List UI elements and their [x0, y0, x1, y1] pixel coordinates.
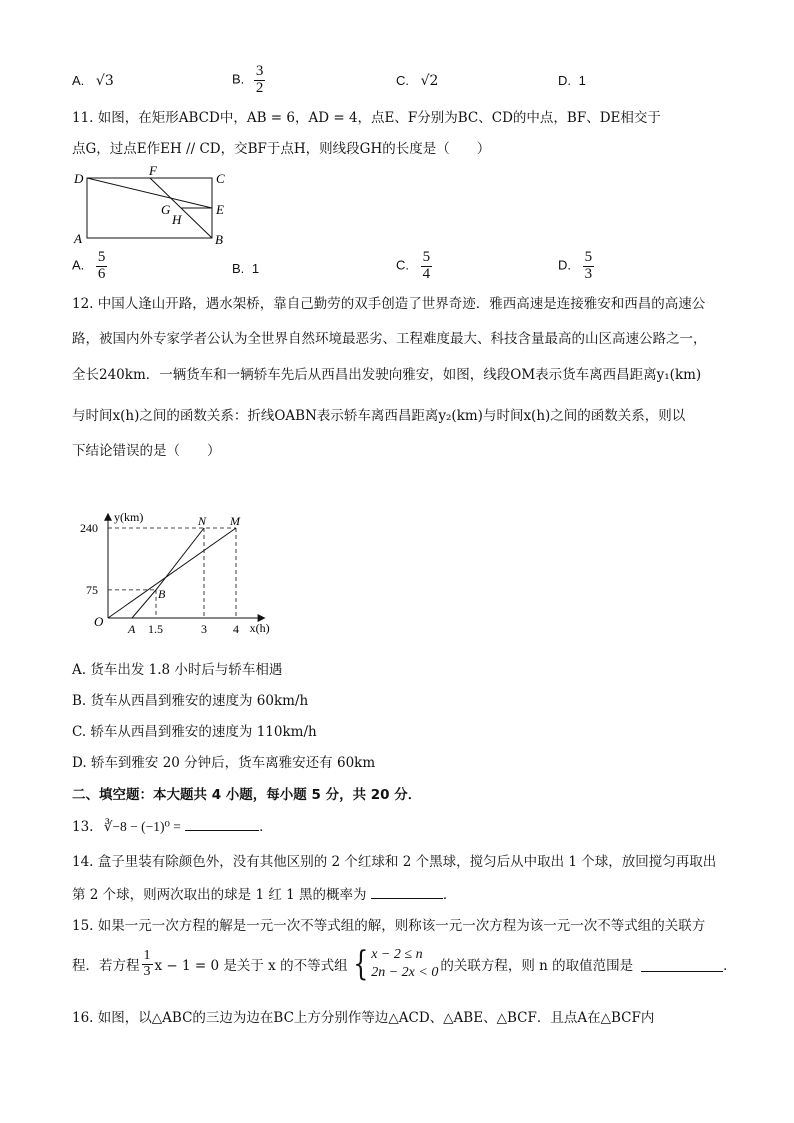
option-value: 1: [251, 261, 260, 276]
option-label: B.: [232, 261, 245, 276]
q14-line-2: [72, 884, 456, 905]
option-value: 1: [578, 73, 586, 88]
fraction-numerator: 5: [97, 249, 106, 265]
segment-de: [87, 178, 212, 208]
q14-line-1: 14. 盒子里装有除颜色外，没有其他区别的 2 个红球和 2 个黑球，搅匀后从中取出 1 个球，放回搅匀再取出: [72, 854, 717, 870]
label-h: H: [172, 212, 182, 227]
option-fraction: [96, 250, 108, 283]
label-b: B: [215, 232, 223, 247]
fraction-denominator: 3: [143, 963, 151, 979]
q10-option-a: [72, 73, 114, 89]
option-fraction: [421, 250, 433, 283]
q10-option-d: [558, 73, 586, 88]
q11-rectangle-figure: [70, 163, 240, 248]
origin-label: O: [94, 614, 104, 629]
fraction-numerator: 3: [255, 63, 264, 79]
fraction-numerator: 5: [584, 249, 593, 265]
q12-distance-time-chart: [80, 480, 310, 640]
option-label: C.: [396, 257, 409, 273]
q11-line-2: 点G，过点E作EH // CD，交BF于点H，则线段GH的长度是（ ）: [72, 141, 491, 157]
label-e: E: [216, 202, 224, 217]
q12-line-5: 下结论错误的是（ ）: [72, 443, 221, 459]
q12-option-a: A. 货车出发 1.8 小时后与轿车相遇: [72, 662, 283, 678]
label-g: G: [161, 202, 171, 217]
point-label-n: N: [198, 514, 207, 528]
q15-line-1: 15. 如果一元一次方程的解是一元一次不等式组的解，则称该一元一次方程为该一元一次不等式组的关联方: [72, 918, 706, 934]
y-tick-75: 75: [86, 582, 98, 597]
fraction-numerator: 1: [143, 947, 151, 963]
section-heading: 二、填空题：本大题共 4 小题，每小题 5 分，共 20 分．: [72, 787, 422, 803]
q15-line-2: [72, 946, 737, 982]
fraction-denominator: 6: [97, 265, 106, 282]
q11-line-1: 11. 如图，在矩形ABCD中，AB = 6，AD = 4，点E、F分别为BC、CD的中点，BF、DE相交于: [72, 110, 661, 126]
q10-option-c: [396, 73, 438, 89]
fraction-denominator: 2: [255, 79, 264, 96]
x-tick-1.5: 1.5: [148, 622, 163, 636]
option-value: √3: [95, 73, 114, 89]
option-label: C.: [396, 73, 409, 88]
question-number: 13.: [72, 819, 94, 835]
q12-option-d: D. 轿车到雅安 20 分钟后，货车离雅安还有 60km: [72, 755, 376, 771]
y-tick-240: 240: [80, 521, 98, 535]
label-a: A: [74, 231, 82, 246]
option-label: D.: [558, 257, 571, 273]
fraction-numerator: 5: [422, 249, 431, 265]
option-label: A.: [72, 73, 85, 88]
fraction-denominator: 4: [422, 265, 431, 282]
q12-option-c: C. 轿车从西昌到雅安的速度为 110km/h: [72, 724, 317, 740]
x-tick-4: 4: [233, 622, 239, 636]
point-label-b: B: [158, 586, 166, 601]
q15-text-a: 程．若方程: [72, 958, 140, 974]
option-label: A.: [72, 257, 85, 273]
brace: {: [352, 944, 368, 984]
option-label: D.: [558, 73, 571, 88]
fraction-denominator: 3: [584, 265, 593, 282]
system-row-1: x − 2 ≤ n: [371, 947, 423, 962]
q16-line-1: 16. 如图，以△ABC的三边为边在BC上方分别作等边△ACD、△ABE、△BCF．且点A在△BCF内: [72, 1010, 655, 1026]
q12-line-4: 与时间x(h)之间的函数关系：折线OABN表示轿车离西昌距离y₂(km)与时间x(h)之间的函数关系，则以: [72, 408, 686, 424]
series-line-1: [108, 528, 236, 618]
q15-text-c: 的关联方程，则 n 的取值范围是: [440, 958, 634, 974]
answer-blank[interactable]: [371, 884, 443, 899]
label-f: F: [149, 163, 157, 178]
q11-option-d: [558, 250, 594, 283]
q11-option-c: [396, 250, 432, 283]
option-fraction: [254, 64, 266, 97]
q14-text: 第 2 个球，则两次取出的球是 1 红 1 黑的概率为: [72, 887, 367, 903]
x-tick-a: A: [128, 622, 136, 636]
system-row-2: 2n − 2x < 0: [371, 965, 439, 980]
sentence-end: ．: [442, 887, 457, 903]
x-axis-label: x(h): [249, 621, 270, 635]
q10-option-b: [232, 64, 265, 97]
label-d: D: [74, 171, 84, 186]
q12-line-2: 路，被国内外专家学者公认为全世界自然环境最恶劣、工程难度最大、科技含量最高的山区高速公路之一，: [72, 331, 707, 347]
point-label-m: M: [230, 514, 240, 528]
option-value: √2: [420, 73, 439, 89]
sentence-end: ．: [723, 958, 737, 974]
q15-text-b: x − 1 = 0 是关于 x 的不等式组: [154, 958, 348, 974]
q12-option-b: B. 货车从西昌到雅安的速度为 60km/h: [72, 693, 309, 709]
x-tick-3: 3: [201, 622, 207, 636]
label-c: C: [216, 171, 225, 186]
system-rows: [371, 946, 438, 982]
q12-line-1: 12. 中国人逢山开路，遇水架桥，靠自己勤劳的双手创造了世界奇迹．雅西高速是连接雅安和西昌的高速公: [72, 296, 706, 312]
option-fraction: [583, 250, 595, 283]
answer-blank[interactable]: [641, 957, 723, 972]
y-axis-label: y(km): [114, 509, 144, 524]
q12-line-3: 全长240km．一辆货车和一辆轿车先后从西昌出发驶向雅安，如图，线段OM表示货车离西昌距离y₁(km): [72, 367, 702, 383]
option-label: B.: [232, 71, 245, 87]
q11-option-a: [72, 250, 107, 283]
q15-fraction: [142, 949, 153, 979]
sentence-end: ．: [259, 819, 273, 835]
inequality-system: [350, 946, 439, 982]
q13-expression: ∛−8 − (−1)⁰ =: [103, 819, 181, 834]
q13: [72, 816, 273, 837]
answer-blank[interactable]: [185, 816, 259, 831]
q11-option-b: [232, 261, 259, 276]
